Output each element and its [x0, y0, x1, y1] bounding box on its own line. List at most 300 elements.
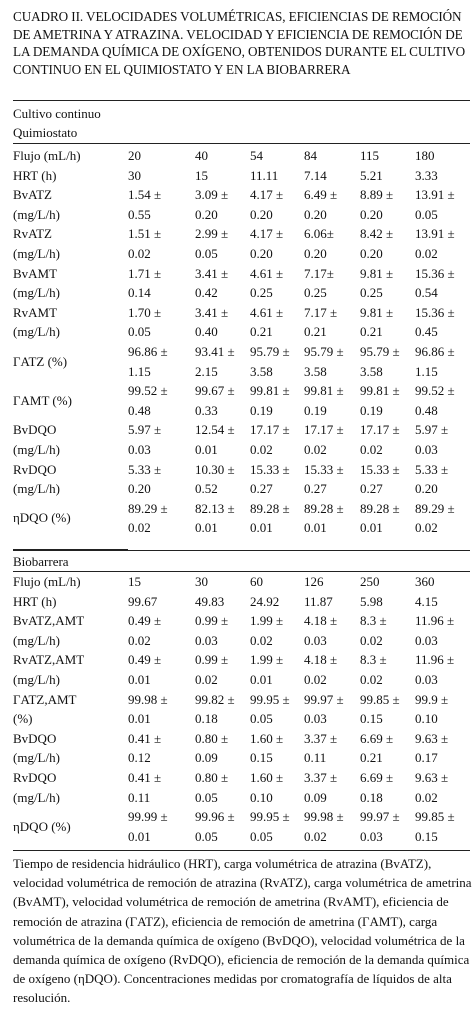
- table-cell: [304, 460, 360, 499]
- cell-value: 0.03: [128, 441, 151, 457]
- cell-value: 93.41 ±: [195, 343, 235, 359]
- cell-value: 0.02: [415, 245, 438, 261]
- cell-value: 1.15: [415, 363, 438, 379]
- cell-value: 99.52 ±: [415, 383, 455, 399]
- table-cell: [304, 499, 360, 538]
- table-cell: [360, 768, 415, 807]
- biobarrera-table: [0, 572, 476, 846]
- table-cell: [360, 303, 415, 342]
- table-row: [0, 460, 476, 499]
- quimiostato-table: [0, 146, 476, 538]
- table-cell: [304, 650, 360, 689]
- table-cell: [415, 807, 476, 846]
- table-cell: [360, 146, 415, 166]
- cell-value: 0.03: [304, 632, 327, 648]
- cell-value: 9.81 ±: [360, 304, 394, 320]
- biobarrera-label: Biobarrera: [13, 554, 69, 569]
- table-cell: [250, 499, 304, 538]
- table-cell: [128, 592, 195, 612]
- cell-value: 0.09: [304, 789, 327, 805]
- table-cell: [415, 690, 476, 729]
- cell-value: 0.27: [360, 481, 383, 497]
- table-cell: [250, 264, 304, 303]
- row-label-line: HRT (h): [13, 593, 57, 609]
- table-cell: [415, 611, 476, 650]
- table-cell: [360, 166, 415, 186]
- cell-value: 0.05: [128, 324, 151, 340]
- table-cell: [415, 166, 476, 186]
- cell-value: 0.15: [415, 828, 438, 844]
- cell-value: 9.63 ±: [415, 730, 449, 746]
- cell-value: 11.96 ±: [415, 652, 455, 668]
- cell-value: 0.20: [304, 245, 327, 261]
- cell-value: 11.96 ±: [415, 613, 455, 629]
- cell-value: 4.61 ±: [250, 304, 284, 320]
- cell-value: 54: [250, 148, 263, 163]
- table-cell: [360, 460, 415, 499]
- cell-value: 0.10: [415, 711, 438, 727]
- cell-value: 0.25: [304, 285, 327, 301]
- row-label-line: ΓATZ,AMT: [13, 691, 77, 707]
- table-cell: [415, 460, 476, 499]
- cell-value: 0.01: [250, 520, 273, 536]
- row-label-line: BvDQO: [13, 422, 57, 438]
- cell-value: 250: [360, 574, 380, 589]
- cell-value: 3.37 ±: [304, 730, 338, 746]
- table-cell: [304, 768, 360, 807]
- table-cell: [128, 729, 195, 768]
- cell-value: 0.17: [415, 750, 438, 766]
- table-cell: [195, 499, 250, 538]
- cell-value: 0.02: [360, 671, 383, 687]
- row-label: [0, 650, 128, 689]
- cell-value: 0.19: [360, 402, 383, 418]
- cell-value: 4.17 ±: [250, 187, 284, 203]
- section-label: Cultivo continuo: [13, 106, 101, 121]
- table-cell: [250, 146, 304, 166]
- row-label: [0, 611, 128, 650]
- row-label-line: (mg/L/h): [13, 285, 60, 301]
- biobarrera-bottom-rule: [13, 850, 470, 851]
- row-label-line: BvAMT: [13, 265, 58, 281]
- row-label-line: Flujo (mL/h): [13, 574, 81, 589]
- table-cell: [415, 303, 476, 342]
- table-cell: [250, 303, 304, 342]
- cell-value: 99.82 ±: [195, 691, 235, 707]
- row-label-line: (mg/L/h): [13, 671, 60, 687]
- cell-value: 99.81 ±: [304, 383, 344, 399]
- cell-value: 0.21: [250, 324, 273, 340]
- table-cell: [360, 185, 415, 224]
- cell-value: 0.19: [304, 402, 327, 418]
- table-cell: [360, 807, 415, 846]
- cell-value: 1.99 ±: [250, 613, 284, 629]
- cell-value: 5.21: [360, 167, 383, 183]
- top-rule: [13, 100, 470, 101]
- cell-value: 1.99 ±: [250, 652, 284, 668]
- table-cell: [415, 650, 476, 689]
- cell-value: 126: [304, 574, 324, 589]
- cell-value: 0.02: [304, 671, 327, 687]
- cell-value: 13.91 ±: [415, 187, 455, 203]
- cell-value: 0.18: [195, 711, 218, 727]
- table-cell: [250, 592, 304, 612]
- cell-value: 99.81 ±: [250, 383, 290, 399]
- cell-value: 99.85 ±: [360, 691, 400, 707]
- cell-value: 0.03: [195, 632, 218, 648]
- cell-value: 11.11: [250, 167, 279, 183]
- cell-value: 0.02: [195, 671, 218, 687]
- cell-value: 4.18 ±: [304, 613, 338, 629]
- cell-value: 95.79 ±: [304, 343, 344, 359]
- cell-value: 89.29 ±: [128, 500, 168, 516]
- cell-value: 0.05: [250, 828, 273, 844]
- cell-value: 2.15: [195, 363, 218, 379]
- table-row: [0, 264, 476, 303]
- cell-value: 0.48: [128, 402, 151, 418]
- row-label-line: BvDQO: [13, 730, 57, 746]
- cell-value: 99.81 ±: [360, 383, 400, 399]
- cell-value: 1.54 ±: [128, 187, 162, 203]
- cell-value: 0.02: [128, 632, 151, 648]
- cell-value: 0.20: [195, 206, 218, 222]
- table-cell: [128, 342, 195, 381]
- table-cell: [128, 224, 195, 263]
- table-cell: [304, 807, 360, 846]
- cell-value: 15.36 ±: [415, 265, 455, 281]
- cell-value: 30: [128, 167, 141, 183]
- cell-value: 13.91 ±: [415, 226, 455, 242]
- row-label: [0, 768, 128, 807]
- cell-value: 0.02: [360, 632, 383, 648]
- cell-value: 1.51 ±: [128, 226, 162, 242]
- row-label-line: BvATZ,AMT: [13, 613, 85, 629]
- cell-value: 0.99 ±: [195, 613, 229, 629]
- table-cell: [415, 768, 476, 807]
- cell-value: 3.33: [415, 167, 438, 183]
- table-cell: [304, 185, 360, 224]
- cell-value: 60: [250, 574, 263, 589]
- cell-value: 89.28 ±: [250, 500, 290, 516]
- table-cell: [195, 807, 250, 846]
- row-label: [0, 592, 128, 612]
- table-row: [0, 650, 476, 689]
- cell-value: 8.3 ±: [360, 652, 387, 668]
- cell-value: 0.01: [195, 520, 218, 536]
- table-row: [0, 592, 476, 612]
- cell-value: 0.25: [360, 285, 383, 301]
- row-label-line: (%): [13, 711, 33, 727]
- cell-value: 0.14: [128, 285, 151, 301]
- table-cell: [195, 768, 250, 807]
- cell-value: 24.92: [250, 593, 280, 609]
- cell-value: 0.03: [415, 632, 438, 648]
- cell-value: 4.61 ±: [250, 265, 284, 281]
- cell-value: 11.87: [304, 593, 333, 609]
- cell-value: 0.01: [250, 671, 273, 687]
- cell-value: 0.01: [304, 520, 327, 536]
- cell-value: 0.20: [360, 245, 383, 261]
- table-cell: [250, 460, 304, 499]
- cell-value: 3.09 ±: [195, 187, 229, 203]
- cell-value: 0.02: [128, 245, 151, 261]
- table-cell: [415, 729, 476, 768]
- table-cell: [304, 572, 360, 592]
- table-cell: [250, 807, 304, 846]
- cell-value: 30: [195, 574, 208, 589]
- table-cell: [304, 264, 360, 303]
- cell-value: 0.55: [128, 206, 151, 222]
- cell-value: 0.20: [360, 206, 383, 222]
- cell-value: 0.99 ±: [195, 652, 229, 668]
- row-label-line: (mg/L/h): [13, 206, 60, 222]
- table-cell: [304, 224, 360, 263]
- cell-value: 0.27: [304, 481, 327, 497]
- table-row: [0, 572, 476, 592]
- cell-value: 7.14: [304, 167, 327, 183]
- table-row: [0, 611, 476, 650]
- cell-value: 0.80 ±: [195, 730, 229, 746]
- table-cell: [360, 342, 415, 381]
- cell-value: 0.42: [195, 285, 218, 301]
- row-label: [0, 303, 128, 342]
- cell-value: 0.21: [360, 324, 383, 340]
- table-cell: [360, 690, 415, 729]
- table-cell: [195, 420, 250, 459]
- cell-value: 89.28 ±: [360, 500, 400, 516]
- cell-value: 5.97 ±: [128, 422, 162, 438]
- cell-value: 0.15: [360, 711, 383, 727]
- table-cell: [415, 146, 476, 166]
- table-cell: [250, 420, 304, 459]
- table-row: [0, 381, 476, 420]
- cell-value: 0.21: [304, 324, 327, 340]
- row-label-line: (mg/L/h): [13, 750, 60, 766]
- row-label-line: RvATZ,AMT: [13, 652, 85, 668]
- row-label-line: Flujo (mL/h): [13, 148, 81, 163]
- cell-value: 0.01: [128, 671, 151, 687]
- table-cell: [195, 264, 250, 303]
- row-label-line: HRT (h): [13, 167, 57, 183]
- table-cell: [415, 224, 476, 263]
- cell-value: 0.05: [195, 245, 218, 261]
- cell-value: 3.58: [360, 363, 383, 379]
- cell-value: 0.05: [195, 789, 218, 805]
- table-cell: [195, 166, 250, 186]
- row-label-line: ηDQO (%): [13, 510, 71, 526]
- quimiostato-label: Quimiostato: [13, 125, 78, 140]
- cell-value: 0.05: [250, 711, 273, 727]
- cell-value: 7.17 ±: [304, 304, 338, 320]
- table-row: [0, 224, 476, 263]
- cell-value: 0.01: [128, 828, 151, 844]
- table-cell: [250, 572, 304, 592]
- table-cell: [195, 690, 250, 729]
- table-cell: [128, 768, 195, 807]
- cell-value: 12.54 ±: [195, 422, 235, 438]
- table-cell: [128, 460, 195, 499]
- cell-value: 0.25: [250, 285, 273, 301]
- cell-value: 5.97 ±: [415, 422, 449, 438]
- table-cell: [195, 146, 250, 166]
- cell-value: 17.17 ±: [250, 422, 290, 438]
- cell-value: 3.58: [250, 363, 273, 379]
- table-cell: [195, 224, 250, 263]
- row-label-line: BvATZ: [13, 187, 52, 203]
- row-label: [0, 460, 128, 499]
- cell-value: 3.41 ±: [195, 265, 229, 281]
- table-cell: [304, 611, 360, 650]
- cell-value: 99.97 ±: [360, 809, 400, 825]
- row-label-line: RvDQO: [13, 461, 57, 477]
- table-cell: [250, 611, 304, 650]
- row-label: [0, 185, 128, 224]
- table-cell: [128, 146, 195, 166]
- row-label-line: RvDQO: [13, 769, 57, 785]
- cell-value: 3.37 ±: [304, 769, 338, 785]
- table-cell: [415, 185, 476, 224]
- table-row: [0, 342, 476, 381]
- table-cell: [415, 572, 476, 592]
- cell-value: 99.97 ±: [304, 691, 344, 707]
- cell-value: 8.3 ±: [360, 613, 387, 629]
- cell-value: 0.54: [415, 285, 438, 301]
- cell-value: 1.60 ±: [250, 769, 284, 785]
- cell-value: 6.49 ±: [304, 187, 338, 203]
- cell-value: 15.33 ±: [360, 461, 400, 477]
- table-cell: [360, 729, 415, 768]
- cell-value: 0.05: [195, 828, 218, 844]
- cell-value: 0.41 ±: [128, 769, 162, 785]
- table-cell: [304, 729, 360, 768]
- row-label-line: ΓATZ (%): [13, 353, 68, 369]
- row-label: [0, 420, 128, 459]
- cell-value: 15: [195, 167, 208, 183]
- table-cell: [360, 592, 415, 612]
- cell-value: 0.10: [250, 789, 273, 805]
- table-cell: [128, 650, 195, 689]
- row-label: [0, 224, 128, 263]
- cell-value: 8.89 ±: [360, 187, 394, 203]
- cell-value: 0.20: [250, 245, 273, 261]
- table-cell: [128, 166, 195, 186]
- table-cell: [128, 185, 195, 224]
- cell-value: 99.67: [128, 593, 158, 609]
- row-label: [0, 807, 128, 846]
- table-row: [0, 185, 476, 224]
- table-cell: [128, 572, 195, 592]
- cell-value: 10.30 ±: [195, 461, 235, 477]
- table-cell: [195, 381, 250, 420]
- table-cell: [195, 611, 250, 650]
- table-row: [0, 499, 476, 538]
- cell-value: 99.9 ±: [415, 691, 449, 707]
- table-row: [0, 146, 476, 166]
- cell-value: 99.98 ±: [304, 809, 344, 825]
- cell-value: 180: [415, 148, 435, 163]
- cell-value: 0.03: [415, 671, 438, 687]
- cell-value: 15.33 ±: [304, 461, 344, 477]
- row-label-line: (mg/L/h): [13, 324, 60, 340]
- cell-value: 84: [304, 148, 317, 163]
- table-row: [0, 420, 476, 459]
- cell-value: 0.09: [195, 750, 218, 766]
- cell-value: 0.20: [128, 481, 151, 497]
- cell-value: 40: [195, 148, 208, 163]
- cell-value: 0.11: [304, 750, 327, 766]
- cell-value: 99.96 ±: [195, 809, 235, 825]
- table-cell: [415, 499, 476, 538]
- table-cell: [250, 768, 304, 807]
- cell-value: 4.17 ±: [250, 226, 284, 242]
- cell-value: 0.03: [304, 711, 327, 727]
- cell-value: 0.33: [195, 402, 218, 418]
- cell-value: 0.41 ±: [128, 730, 162, 746]
- table-cell: [195, 650, 250, 689]
- row-label: [0, 166, 128, 186]
- row-label: [0, 499, 128, 538]
- cell-value: 0.18: [360, 789, 383, 805]
- cell-value: 0.20: [304, 206, 327, 222]
- cell-value: 0.03: [415, 441, 438, 457]
- cell-value: 6.69 ±: [360, 730, 394, 746]
- row-label-line: (mg/L/h): [13, 245, 60, 261]
- cell-value: 0.49 ±: [128, 652, 162, 668]
- table-cell: [195, 460, 250, 499]
- table-cell: [128, 499, 195, 538]
- footnote: Tiempo de residencia hidráulico (HRT), carga volumétrica de atrazina (BvATZ), velocidad volumétrica de remoción de atrazina (RvATZ), carga volumétrica de ametrina (BvAMT), velocidad volumétrica de remoción de ametrina (RvAMT), eficiencia de remoción de atrazina (ΓATZ), eficiencia de remoción de ametrina (ΓAMT), carga volumétrica de la demanda química de oxígeno (BvDQO), velocidad volumétrica de la demanda química de oxígeno (RvDQO), eficiencia de remoción de la demanda química de oxígeno (ηDQO). Concentraciones medidas por cromatografía de líquidos de alta resolución.: [13, 856, 472, 1006]
- table-cell: [195, 185, 250, 224]
- table-cell: [250, 166, 304, 186]
- cell-value: 17.17 ±: [304, 422, 344, 438]
- cell-value: 0.40: [195, 324, 218, 340]
- cell-value: 1.70 ±: [128, 304, 162, 320]
- cell-value: 8.42 ±: [360, 226, 394, 242]
- cell-value: 4.15: [415, 593, 438, 609]
- table-cell: [128, 420, 195, 459]
- cell-value: 0.02: [250, 632, 273, 648]
- cell-value: 5.33 ±: [128, 461, 162, 477]
- cell-value: 115: [360, 148, 380, 163]
- cell-value: 0.27: [250, 481, 273, 497]
- table-cell: [360, 611, 415, 650]
- table-cell: [415, 381, 476, 420]
- cell-value: 0.49 ±: [128, 613, 162, 629]
- table-cell: [195, 572, 250, 592]
- cell-value: 99.85 ±: [415, 809, 455, 825]
- cell-value: 9.81 ±: [360, 265, 394, 281]
- table-cell: [360, 381, 415, 420]
- row-label: [0, 572, 128, 592]
- table-cell: [360, 264, 415, 303]
- row-label: [0, 342, 128, 381]
- cell-value: 0.12: [128, 750, 151, 766]
- table-cell: [304, 420, 360, 459]
- cell-value: 0.01: [195, 441, 218, 457]
- table-cell: [415, 342, 476, 381]
- table-cell: [250, 185, 304, 224]
- table-row: [0, 807, 476, 846]
- row-label-line: RvAMT: [13, 304, 58, 320]
- cell-value: 0.15: [250, 750, 273, 766]
- quimiostato-bottom-rule: [13, 550, 470, 551]
- row-label-line: (mg/L/h): [13, 632, 60, 648]
- cell-value: 99.98 ±: [128, 691, 168, 707]
- table-cell: [128, 611, 195, 650]
- row-label: [0, 146, 128, 166]
- table-cell: [128, 690, 195, 729]
- cell-value: 0.02: [128, 520, 151, 536]
